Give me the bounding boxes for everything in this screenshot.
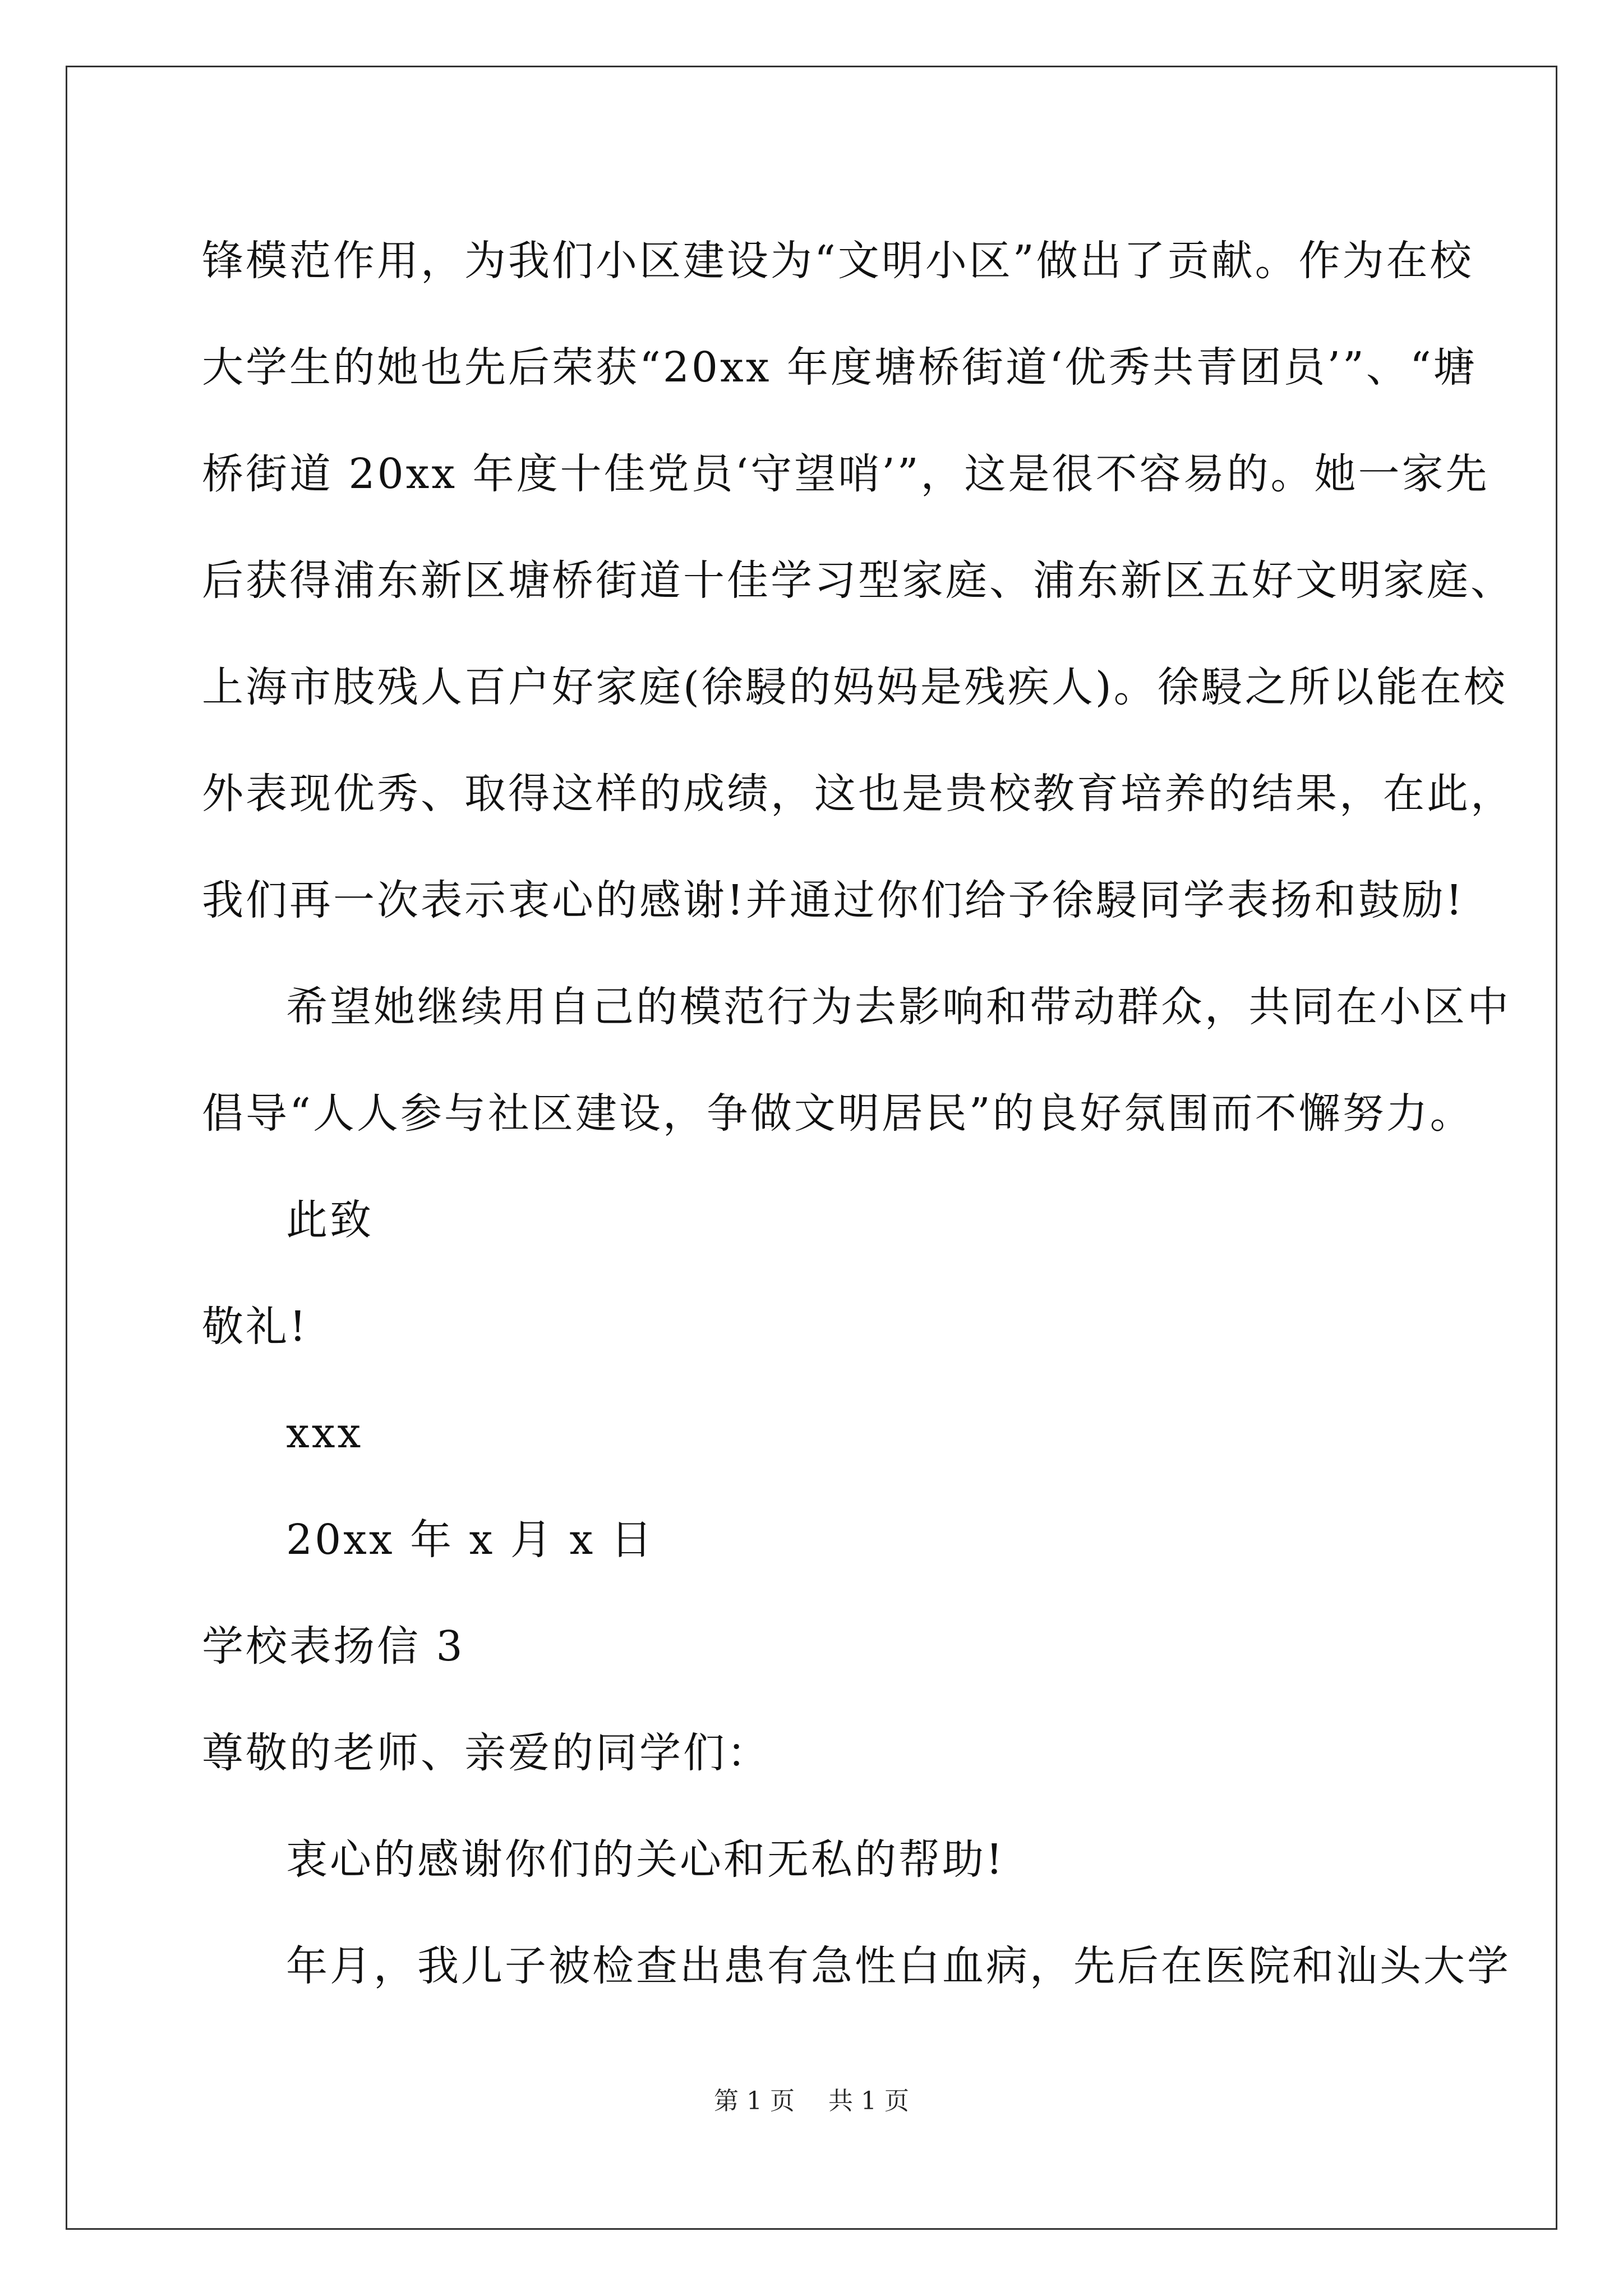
- paragraph-line: 后获得浦东新区塘桥街道十佳学习型家庭、浦东新区五好文明家庭、: [202, 556, 1514, 605]
- closing-salutation: 此致: [286, 1196, 374, 1244]
- paragraph-line: 我们再一次表示衷心的感谢!并通过你们给予徐駸同学表扬和鼓励!: [202, 876, 1465, 924]
- greeting-line: 尊敬的老师、亲爱的同学们：: [202, 1729, 771, 1777]
- paragraph-line: 大学生的她也先后荣获“20xx 年度塘桥街道‘优秀共青团员’”、“塘: [202, 343, 1477, 392]
- paragraph-line: 外表现优秀、取得这样的成绩，这也是贵校教育培养的结果，在此，: [202, 770, 1514, 818]
- paragraph-line: 衷心的感谢你们的关心和无私的帮助!: [286, 1835, 1005, 1884]
- document-body: [202, 208, 1514, 2019]
- paragraph-line: 锋模范作用，为我们小区建设为“文明小区”做出了贡献。作为在校: [202, 237, 1474, 285]
- paragraph-line: 倡导“人人参与社区建设，争做文明居民”的良好氛围而不懈努力。: [202, 1089, 1474, 1138]
- closing-regards: 敬礼!: [202, 1303, 308, 1351]
- page-total: 共 1 页: [828, 2087, 909, 2115]
- page-footer: [0, 2085, 1623, 2118]
- section-title: 学校表扬信 3: [202, 1622, 465, 1671]
- page-number: 第 1 页: [714, 2087, 795, 2115]
- date-line: 20xx 年 x 月 x 日: [286, 1516, 654, 1564]
- paragraph-line: 上海市肢残人百户好家庭(徐駸的妈妈是残疾人)。徐駸之所以能在校: [202, 663, 1507, 711]
- paragraph-line: 年月，我儿子被检查出患有急性白血病，先后在医院和汕头大学: [286, 1942, 1511, 1990]
- signature: xxx: [286, 1409, 363, 1457]
- paragraph-line: 希望她继续用自己的模范行为去影响和带动群众，共同在小区中: [286, 983, 1511, 1031]
- paragraph-line: 桥街道 20xx 年度十佳党员‘守望哨’”，这是很不容易的。她一家先: [202, 450, 1490, 498]
